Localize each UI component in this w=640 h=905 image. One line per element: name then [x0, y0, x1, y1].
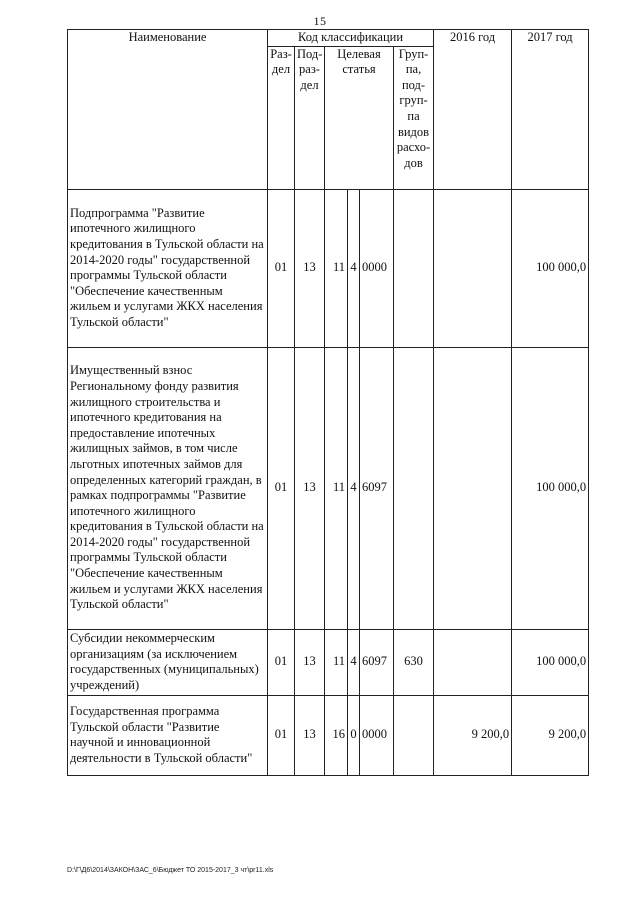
row-amount-2017: 9 200,0 [512, 695, 589, 775]
row-target-direction: 0000 [360, 189, 394, 347]
row-subsection: 13 [295, 189, 325, 347]
row-target-subprogram: 4 [348, 629, 360, 695]
row-target-program: 11 [325, 347, 348, 629]
row-target-subprogram: 4 [348, 347, 360, 629]
footer-file-path: D:\Г\Д6\2014\ЗАКОН\ЗАС_6\Бюджет ТО 2015-2017_3 чт\pr11.xls [67, 867, 274, 874]
page-number: 15 [313, 14, 327, 28]
row-section: 01 [268, 189, 295, 347]
header-section: Раз- дел [268, 46, 295, 189]
row-amount-2016 [434, 189, 512, 347]
row-section: 01 [268, 347, 295, 629]
row-target-subprogram: 0 [348, 695, 360, 775]
row-target-program: 11 [325, 629, 348, 695]
row-name: Субсидии некоммерческим организациям (за исключением государственных (муниципальных) учреждений) [68, 629, 268, 695]
header-name: Наименование [68, 30, 268, 190]
row-amount-2016 [434, 629, 512, 695]
table-row [68, 189, 589, 347]
row-section: 01 [268, 629, 295, 695]
row-target-direction: 6097 [360, 629, 394, 695]
row-target-direction: 0000 [360, 695, 394, 775]
row-section: 01 [268, 695, 295, 775]
row-target-program: 16 [325, 695, 348, 775]
row-target-subprogram: 4 [348, 189, 360, 347]
header-target-item: Целевая статья [325, 46, 394, 189]
row-amount-2016: 9 200,0 [434, 695, 512, 775]
table-row [68, 629, 589, 695]
header-row-main [68, 30, 589, 47]
row-amount-2016 [434, 347, 512, 629]
header-year-2017: 2017 год [512, 30, 589, 190]
header-year-2016: 2016 год [434, 30, 512, 190]
row-amount-2017: 100 000,0 [512, 189, 589, 347]
table-row [68, 695, 589, 775]
row-subsection: 13 [295, 695, 325, 775]
header-expense-group: Груп- па, под- груп- па видов расхо- дов [394, 46, 434, 189]
row-expense-group: 630 [394, 629, 434, 695]
budget-table [67, 29, 589, 776]
table-row [68, 347, 589, 629]
row-expense-group [394, 347, 434, 629]
row-name: Государственная программа Тульской области "Развитие научной и инновационной деятельности в Тульской области" [68, 695, 268, 775]
row-amount-2017: 100 000,0 [512, 347, 589, 629]
row-subsection: 13 [295, 347, 325, 629]
row-target-direction: 6097 [360, 347, 394, 629]
row-expense-group [394, 695, 434, 775]
row-name: Имущественный взнос Региональному фонду развития жилищного строительства и ипотечного кредитования на предоставление ипотечных жилищных займов, в том числе льготных ипотечных займов для определенных категорий граждан, в рамках подпрограммы "Развитие ипотечного жилищного кредитования в Тульской области на 2014-2020 годы" государственной программы Тульской области "Обеспечение качественным жильем и услугами ЖКХ населения Тульской области" [68, 347, 268, 629]
row-target-program: 11 [325, 189, 348, 347]
header-classification-code: Код классификации [268, 30, 434, 47]
row-name: Подпрограмма "Развитие ипотечного жилищного кредитования в Тульской области на 2014-2020 годы" государственной программы Тульской области "Обеспечение качественным жильем и услугами ЖКХ населения Тульской области" [68, 189, 268, 347]
row-expense-group [394, 189, 434, 347]
header-subsection: Под- раз- дел [295, 46, 325, 189]
row-amount-2017: 100 000,0 [512, 629, 589, 695]
row-subsection: 13 [295, 629, 325, 695]
